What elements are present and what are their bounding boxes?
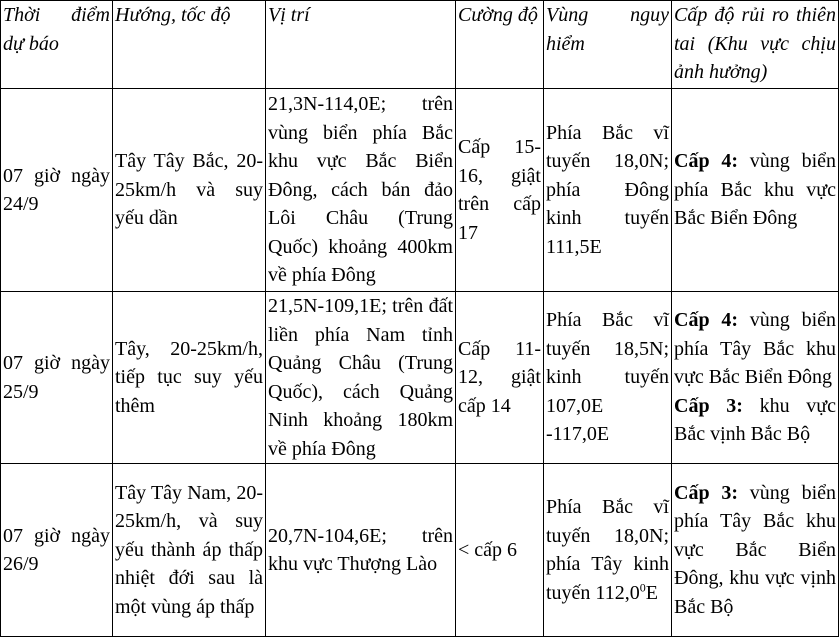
risk-level-label: Cấp 3:: [674, 481, 739, 504]
danger-zone-text: Phía Bắc vĩ tuyến 18,0N; phía Tây kinh tuyến 112,0: [546, 496, 669, 604]
header-time: Thời điểm dự báo: [1, 1, 113, 89]
cell-intensity: < cấp 6: [456, 464, 544, 637]
header-risk-level: Cấp độ rủi ro thiên tai (Khu vực chịu ảnh hưởng): [672, 1, 839, 89]
cell-intensity: Cấp 15-16, giật trên cấp 17: [456, 89, 544, 292]
header-intensity: Cường độ: [456, 1, 544, 89]
cell-time: 07 giờ ngày 26/9: [1, 464, 113, 637]
cell-danger-zone: Phía Bắc vĩ tuyến 18,5N; kinh tuyến 107,0E -117,0E: [544, 292, 672, 464]
table-row: [1, 89, 839, 292]
cell-time: 07 giờ ngày 25/9: [1, 292, 113, 464]
risk-level-label-2: Cấp 3:: [674, 394, 743, 417]
cell-position: 20,7N-104,6E; trên khu vực Thượng Lào: [266, 464, 456, 637]
risk-level-secondary: [674, 392, 836, 449]
cell-danger-zone: Phía Bắc vĩ tuyến 18,0N; phía Đông kinh tuyến 111,5E: [544, 89, 672, 292]
cell-direction: Tây Tây Bắc, 20-25km/h và suy yếu dần: [113, 89, 266, 292]
cell-risk-level: [672, 89, 839, 292]
cell-danger-zone: [544, 464, 672, 637]
risk-area-text: vùng biển phía Tây Bắc khu vực Bắc Biển Đông: [674, 309, 837, 389]
cell-position: 21,5N-109,1E; trên đất liền phía Nam tỉnh Quảng Châu (Trung Quốc), cách Quảng Ninh khoảng 180km về phía Đông: [266, 292, 456, 464]
risk-level-label: Cấp 4:: [674, 150, 739, 173]
table-row: [1, 464, 839, 637]
cell-risk-level: [672, 292, 839, 464]
header-position: Vị trí: [266, 1, 456, 89]
danger-zone-suffix: E: [645, 581, 658, 604]
degree-superscript: 0: [639, 579, 646, 594]
risk-area-text-2: khu vực Bắc vịnh Bắc Bộ: [674, 394, 837, 446]
cell-position: 21,3N-114,0E; trên vùng biển phía Bắc khu vực Bắc Biển Đông, cách bán đảo Lôi Châu (Trung Quốc) khoảng 400km về phía Đông: [266, 89, 456, 292]
cell-intensity: Cấp 11-12, giật cấp 14: [456, 292, 544, 464]
cell-direction: Tây Tây Nam, 20-25km/h, và suy yếu thành áp thấp nhiệt đới sau là một vùng áp thấp: [113, 464, 266, 637]
risk-area-text: vùng biển phía Tây Bắc khu vực Bắc Biển Đông, khu vực vịnh Bắc Bộ: [674, 481, 837, 618]
risk-level-label: Cấp 4:: [674, 309, 739, 332]
cell-direction: Tây, 20-25km/h, tiếp tục suy yếu thêm: [113, 292, 266, 464]
header-direction: Hướng, tốc độ: [113, 1, 266, 89]
table-row: [1, 292, 839, 464]
risk-area-text: vùng biển phía Bắc khu vực Bắc Biển Đông: [674, 150, 837, 230]
cell-risk-level: [672, 464, 839, 637]
table-header-row: [1, 1, 839, 89]
header-danger-zone: Vùng nguy hiểm: [544, 1, 672, 89]
cell-time: 07 giờ ngày 24/9: [1, 89, 113, 292]
